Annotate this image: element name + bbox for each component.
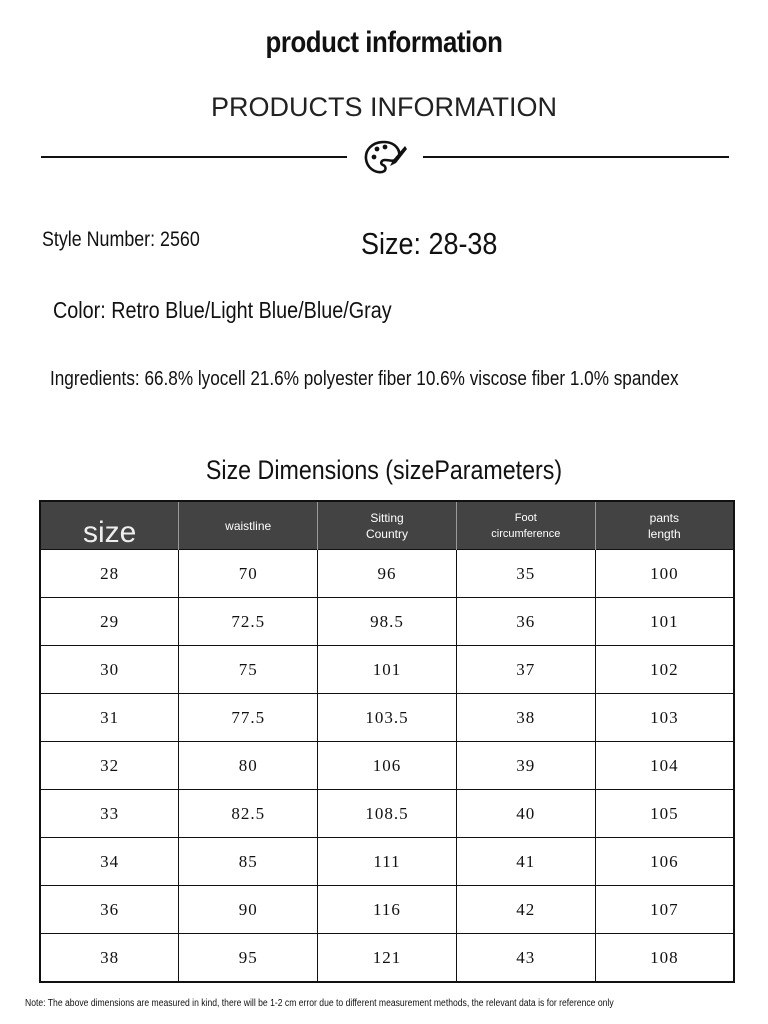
cell-pants-length: 105 — [595, 790, 734, 838]
cell-pants-length: 107 — [595, 886, 734, 934]
header-sitting-line1: Sitting — [370, 510, 404, 525]
cell-pants-length: 100 — [595, 550, 734, 598]
cell-size: 38 — [40, 934, 179, 983]
cell-sitting-country: 103.5 — [318, 694, 457, 742]
header-foot-circumference — [456, 501, 595, 550]
cell-waistline: 70 — [179, 550, 318, 598]
cell-pants-length: 102 — [595, 646, 734, 694]
page-title: product information — [265, 26, 503, 59]
header-sitting-line2: Country — [365, 526, 408, 541]
cell-sitting-country: 96 — [318, 550, 457, 598]
header-waistline-label: waistline — [225, 518, 272, 533]
table-row — [40, 598, 734, 646]
measurement-note: Note: The above dimensions are measured in kind, there will be 1-2 cm error due to different measurement methods, the relevant data is for reference only — [25, 998, 614, 1009]
header-sitting-country — [318, 501, 457, 550]
cell-size: 29 — [40, 598, 179, 646]
cell-foot-circumference: 38 — [456, 694, 595, 742]
table-row — [40, 886, 734, 934]
cell-sitting-country: 106 — [318, 742, 457, 790]
cell-foot-circumference: 43 — [456, 934, 595, 983]
cell-waistline: 90 — [179, 886, 318, 934]
cell-pants-length: 104 — [595, 742, 734, 790]
cell-size: 28 — [40, 550, 179, 598]
header-pants-line2: length — [647, 526, 681, 541]
divider-left — [41, 156, 347, 158]
cell-waistline: 72.5 — [179, 598, 318, 646]
cell-size: 36 — [40, 886, 179, 934]
cell-waistline: 95 — [179, 934, 318, 983]
cell-foot-circumference: 36 — [456, 598, 595, 646]
table-row — [40, 838, 734, 886]
cell-foot-circumference: 35 — [456, 550, 595, 598]
table-row — [40, 646, 734, 694]
table-row — [40, 550, 734, 598]
page-subtitle: PRODUCTS INFORMATION — [211, 92, 557, 122]
cell-size: 31 — [40, 694, 179, 742]
cell-size: 33 — [40, 790, 179, 838]
header-foot-line1: Foot — [514, 511, 537, 524]
cell-waistline: 75 — [179, 646, 318, 694]
cell-foot-circumference: 40 — [456, 790, 595, 838]
header-foot-line2: circumference — [491, 527, 561, 540]
size-range: Size: 28-38 — [361, 226, 498, 261]
cell-sitting-country: 121 — [318, 934, 457, 983]
style-number: Style Number: 2560 — [42, 228, 200, 251]
color-options: Color: Retro Blue/Light Blue/Blue/Gray — [53, 297, 392, 323]
cell-pants-length: 101 — [595, 598, 734, 646]
cell-size: 32 — [40, 742, 179, 790]
cell-waistline: 77.5 — [179, 694, 318, 742]
cell-waistline: 82.5 — [179, 790, 318, 838]
table-row — [40, 694, 734, 742]
cell-waistline: 85 — [179, 838, 318, 886]
cell-pants-length: 106 — [595, 838, 734, 886]
cell-sitting-country: 116 — [318, 886, 457, 934]
cell-sitting-country: 111 — [318, 838, 457, 886]
cell-foot-circumference: 41 — [456, 838, 595, 886]
cell-foot-circumference: 42 — [456, 886, 595, 934]
cell-size: 34 — [40, 838, 179, 886]
table-row — [40, 742, 734, 790]
cell-foot-circumference: 37 — [456, 646, 595, 694]
header-pants-line1: pants — [649, 510, 680, 525]
table-row — [40, 934, 734, 983]
cell-waistline: 80 — [179, 742, 318, 790]
header-size-label: size — [82, 515, 137, 549]
cell-size: 30 — [40, 646, 179, 694]
cell-sitting-country: 101 — [318, 646, 457, 694]
palette-icon — [362, 138, 408, 176]
divider-right — [423, 156, 729, 158]
header-waistline — [179, 501, 318, 550]
header-size — [40, 501, 179, 550]
ingredients: Ingredients: 66.8% lyocell 21.6% polyester fiber 10.6% viscose fiber 1.0% spandex — [50, 368, 679, 390]
cell-pants-length: 103 — [595, 694, 734, 742]
cell-sitting-country: 108.5 — [318, 790, 457, 838]
header-pants-length — [595, 501, 734, 550]
cell-sitting-country: 98.5 — [318, 598, 457, 646]
cell-foot-circumference: 39 — [456, 742, 595, 790]
table-row — [40, 790, 734, 838]
size-table-title: Size Dimensions (sizeParameters) — [205, 455, 563, 485]
size-table — [39, 500, 735, 983]
cell-pants-length: 108 — [595, 934, 734, 983]
table-header-row — [40, 501, 734, 550]
